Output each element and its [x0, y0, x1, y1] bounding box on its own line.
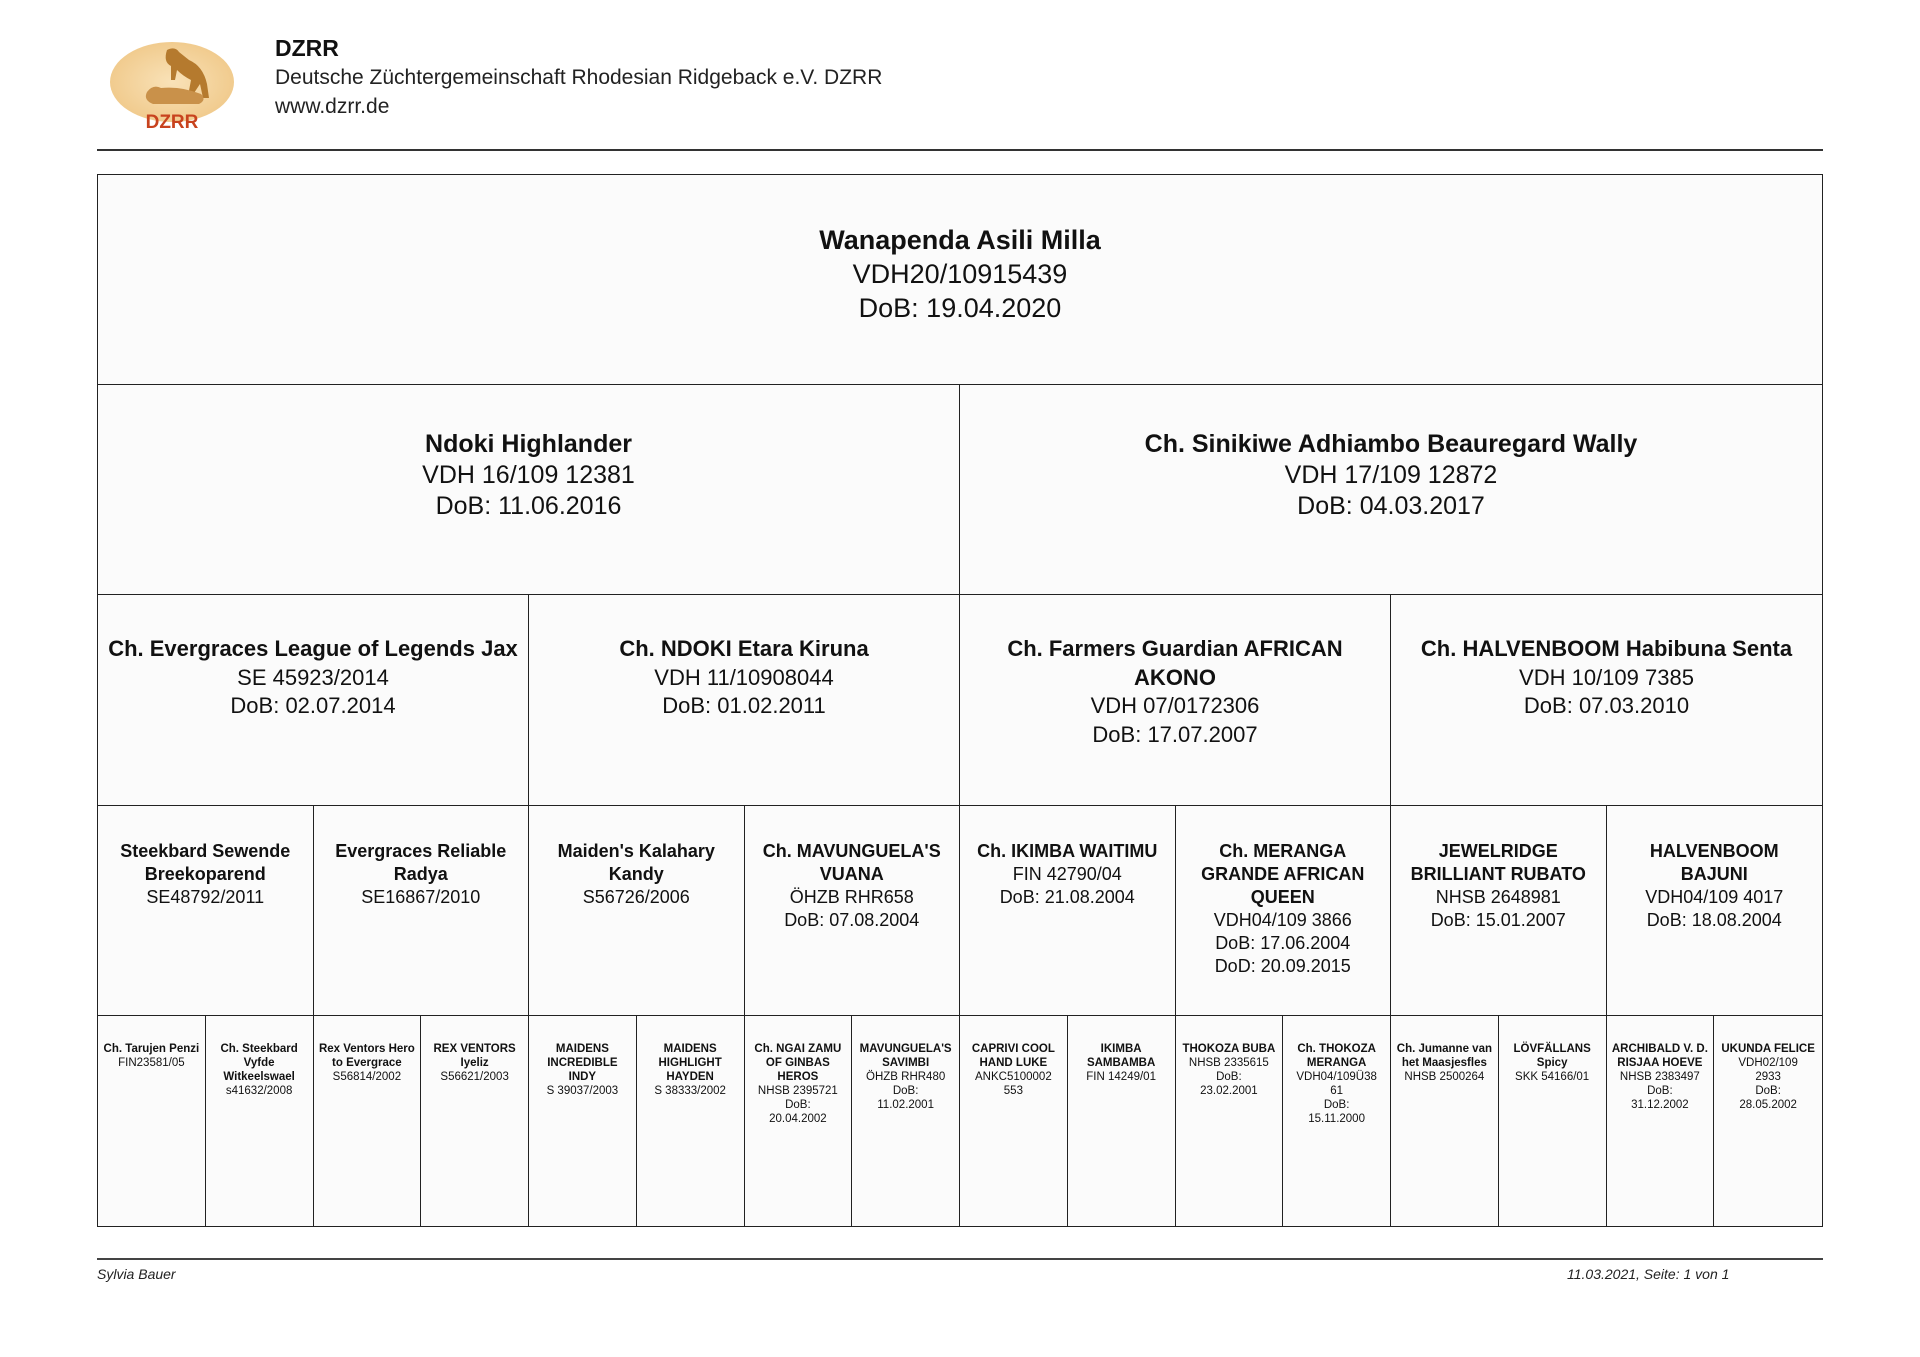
registration-number: VDH 11/10908044	[654, 664, 834, 690]
dog-detail: DoB:	[1216, 1070, 1242, 1083]
great-great-grandparent-cell	[1607, 1016, 1715, 1226]
registration-number: ÖHZB RHR480	[866, 1070, 946, 1083]
registration-number: NHSB 2383497	[1619, 1070, 1700, 1083]
dog-detail: DoB: 04.03.2017	[1297, 492, 1485, 521]
dog-name: LÖVFÄLLANS Spicy	[1513, 1042, 1591, 1069]
dog-name: Ch. MAVUNGUELA'S VUANA	[762, 840, 941, 884]
dog-name: Ch. NGAI ZAMU OF GINBAS HEROS	[754, 1042, 842, 1083]
registration-number: VDH04/109Ü38	[1296, 1070, 1377, 1083]
dog-detail: DoB: 07.08.2004	[784, 909, 920, 930]
grandparent-cell	[1391, 595, 1822, 805]
dog-name: Ch. Evergraces League of Legends Jax	[108, 636, 518, 662]
registration-number: S 38333/2002	[654, 1084, 726, 1097]
dog-detail: DoB: 01.02.2011	[662, 693, 826, 719]
dog-detail: DoB:	[1755, 1084, 1781, 1097]
dog-detail: 31.12.2002	[1631, 1098, 1689, 1111]
footer-divider	[97, 1258, 1823, 1260]
dog-detail: 2933	[1755, 1070, 1781, 1083]
registration-number: NHSB 2500264	[1404, 1070, 1485, 1083]
great-great-grandparent-cell	[421, 1016, 529, 1226]
grandparent-cell	[960, 595, 1391, 805]
great-great-grandparent-cell	[529, 1016, 637, 1226]
great-great-grandparent-cell	[1176, 1016, 1284, 1226]
dog-name: REX VENTORS Iyeliz	[433, 1042, 516, 1069]
dog-name: JEWELRIDGE BRILLIANT RUBATO	[1410, 840, 1586, 884]
great-grandparent-cell	[1607, 806, 1823, 1016]
dog-detail: 23.02.2001	[1200, 1084, 1258, 1097]
dog-name: Ch. Tarujen Penzi	[103, 1042, 200, 1055]
great-grandparent-cell	[98, 806, 314, 1016]
great-great-grandparent-cell	[1068, 1016, 1176, 1226]
great-great-grandparent-cell	[98, 1016, 206, 1226]
dog-cell	[98, 175, 1822, 385]
dog-detail: 61	[1330, 1084, 1344, 1097]
dog-detail: DoB: 17.07.2007	[1092, 721, 1258, 747]
great-great-grandparent-cell	[206, 1016, 314, 1226]
dog-detail: DoB: 17.06.2004	[1215, 932, 1351, 953]
great-great-grandparent-cell	[314, 1016, 422, 1226]
dog-name: Ch. MERANGA GRANDE AFRICAN QUEEN	[1201, 840, 1365, 907]
dog-name: Steekbard Sewende Breekoparend	[120, 840, 291, 884]
great-grandparent-cell	[745, 806, 961, 1016]
great-grandparent-cell	[1176, 806, 1392, 1016]
grandparent-cell	[529, 595, 960, 805]
dog-name: HALVENBOOM BAJUNI	[1649, 840, 1779, 884]
dog-detail: DoB: 19.04.2020	[858, 293, 1062, 323]
registration-number: S56814/2002	[332, 1070, 402, 1083]
dog-name: Ch. NDOKI Etara Kiruna	[619, 636, 869, 662]
dog-detail: DoD: 20.09.2015	[1214, 955, 1351, 976]
dzrr-logo	[107, 40, 237, 134]
dog-name: Ch. Sinikiwe Adhiambo Beauregard Wally	[1144, 430, 1638, 459]
dog-detail: 28.05.2002	[1739, 1098, 1797, 1111]
dog-detail: DoB:	[785, 1098, 811, 1111]
org-full-name: Deutsche Züchtergemeinschaft Rhodesian Ridgeback e.V. DZRR	[275, 66, 883, 89]
registration-number: SE48792/2011	[146, 886, 265, 907]
registration-number: VDH02/109	[1738, 1056, 1798, 1069]
dog-name: Ch. THOKOZA MERANGA	[1297, 1042, 1376, 1069]
great-great-grandparent-cell	[1283, 1016, 1391, 1226]
registration-number: SKK 54166/01	[1515, 1070, 1590, 1083]
registration-number: VDH 16/109 12381	[422, 461, 635, 490]
dog-name: Ch. Steekbard Vyfde Witkeelswael	[220, 1042, 298, 1083]
great-grandparent-cell	[314, 806, 530, 1016]
dog-name: MAIDENS HIGHLIGHT HAYDEN	[658, 1042, 722, 1083]
dog-name: Rex Ventors Hero to Evergrace	[318, 1042, 415, 1069]
grandparent-cell	[98, 595, 529, 805]
dog-detail: 11.02.2001	[877, 1098, 934, 1111]
dog-name: CAPRIVI COOL HAND LUKE	[971, 1042, 1055, 1069]
dog-detail: DoB: 15.01.2007	[1430, 909, 1566, 930]
dog-name: Wanapenda Asili Milla	[819, 225, 1101, 255]
registration-number: FIN 14249/01	[1086, 1070, 1156, 1083]
header-divider	[97, 149, 1823, 151]
parent-cell	[960, 385, 1822, 595]
great-great-grandparent-cell	[960, 1016, 1068, 1226]
dog-name: Evergraces Reliable Radya	[335, 840, 507, 884]
org-short-title: DZRR	[275, 35, 339, 61]
organization-header	[275, 34, 882, 121]
dog-detail: 15.11.2000	[1308, 1112, 1365, 1125]
dog-name: MAVUNGUELA'S SAVIMBI	[859, 1042, 952, 1069]
dog-detail: 553	[1003, 1084, 1023, 1097]
dog-name: Maiden's Kalahary Kandy	[557, 840, 715, 884]
dog-detail: DoB: 21.08.2004	[999, 886, 1135, 907]
registration-number: ÖHZB RHR658	[789, 886, 914, 907]
registration-number: VDH 10/109 7385	[1519, 664, 1694, 690]
registration-number: ANKC5100002	[975, 1070, 1052, 1083]
great-great-grandparent-cell	[1391, 1016, 1499, 1226]
great-grandparent-cell	[1391, 806, 1607, 1016]
registration-number: SE 45923/2014	[237, 664, 389, 690]
dog-name: THOKOZA BUBA	[1182, 1042, 1276, 1055]
registration-number: VDH04/109 4017	[1645, 886, 1784, 907]
footer-author: Sylvia Bauer	[97, 1266, 176, 1282]
registration-number: NHSB 2335615	[1188, 1056, 1269, 1069]
dog-detail: 20.04.2002	[769, 1112, 827, 1125]
dog-detail: DoB:	[892, 1084, 919, 1097]
registration-number: VDH 17/109 12872	[1284, 461, 1498, 490]
org-website: www.dzrr.de	[275, 95, 390, 118]
great-great-grandparent-cell	[637, 1016, 745, 1226]
registration-number: VDH 07/0172306	[1090, 693, 1260, 719]
registration-number: FIN23581/05	[118, 1056, 185, 1069]
dog-name: Ch. HALVENBOOM Habibuna Senta	[1420, 636, 1793, 662]
great-great-grandparent-cell	[1499, 1016, 1607, 1226]
dog-detail: DoB:	[1647, 1084, 1673, 1097]
dog-name: MAIDENS INCREDIBLE INDY	[547, 1042, 618, 1083]
parent-cell	[98, 385, 960, 595]
registration-number: NHSB 2648981	[1435, 886, 1561, 907]
registration-number: s41632/2008	[225, 1084, 293, 1097]
dog-name: UKUNDA FELICE	[1721, 1042, 1815, 1055]
registration-number: NHSB 2395721	[757, 1084, 838, 1097]
dog-detail: DoB: 02.07.2014	[230, 693, 396, 719]
dog-detail: DoB:	[1323, 1098, 1350, 1111]
dog-name: Ch. Farmers Guardian AFRICAN AKONO	[1007, 636, 1343, 690]
dog-detail: DoB: 11.06.2016	[435, 492, 622, 521]
dog-name: Ch. Jumanne van het Maasjesfles	[1396, 1042, 1492, 1069]
registration-number: S56621/2003	[440, 1070, 509, 1083]
registration-number: SE16867/2010	[361, 886, 481, 907]
registration-number: FIN 42790/04	[1012, 863, 1122, 884]
great-great-grandparent-cell	[852, 1016, 960, 1226]
footer-date-page: 11.03.2021, Seite: 1 von 1	[1567, 1266, 1730, 1282]
dog-name: IKIMBA SAMBAMBA	[1086, 1042, 1156, 1069]
great-great-grandparent-cell	[745, 1016, 853, 1226]
great-grandparent-cell	[960, 806, 1176, 1016]
pedigree-chart	[97, 174, 1823, 1227]
registration-number: S56726/2006	[582, 886, 690, 907]
dog-name: Ndoki Highlander	[425, 430, 632, 459]
great-great-grandparent-cell	[1714, 1016, 1822, 1226]
great-grandparent-cell	[529, 806, 745, 1016]
svg-text:DZRR: DZRR	[145, 112, 199, 133]
dog-detail: DoB: 07.03.2010	[1523, 693, 1690, 719]
registration-number: VDH04/109 3866	[1213, 909, 1352, 930]
registration-number: VDH20/10915439	[852, 259, 1068, 289]
registration-number: S 39037/2003	[546, 1084, 619, 1097]
dog-detail: DoB: 18.08.2004	[1646, 909, 1782, 930]
dog-name: Ch. IKIMBA WAITIMU	[977, 840, 1158, 861]
dog-name: ARCHIBALD V. D. RISJAA HOEVE	[1611, 1042, 1708, 1069]
